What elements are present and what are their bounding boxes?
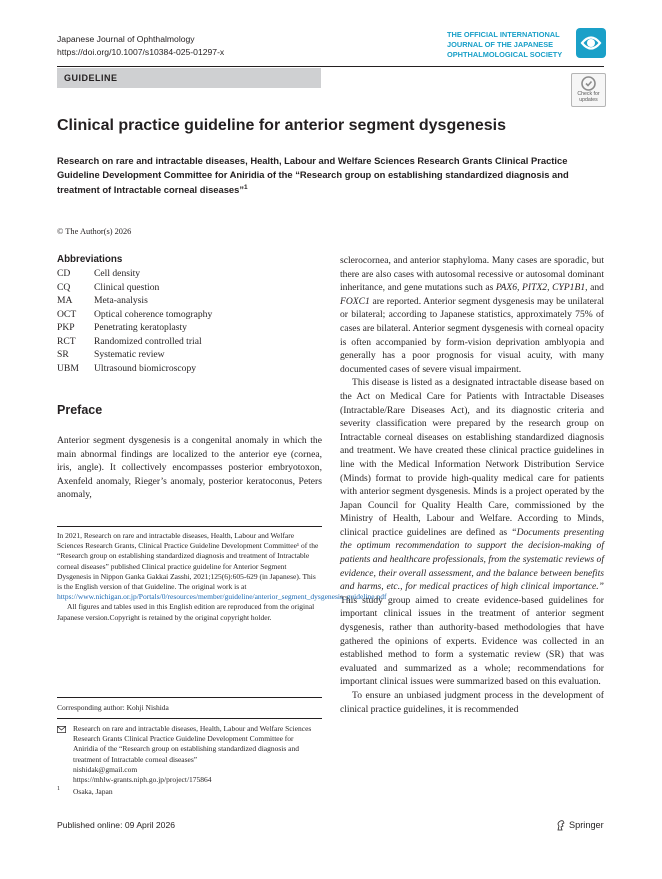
abbreviation-code: UBM xyxy=(57,362,79,374)
original-work-link[interactable]: https://www.nichigan.or.jp/Portals/0/resources/member/guideline/anterior_segment_dysgenesis_guideline.pdf xyxy=(57,592,387,602)
body-paragraph xyxy=(340,376,604,689)
affiliation-place: Osaka, Japan xyxy=(73,787,113,796)
envelope-icon xyxy=(57,726,66,733)
abbreviation-row xyxy=(57,267,327,281)
abbreviation-text: Systematic review xyxy=(94,349,165,360)
society-logo-icon xyxy=(576,28,606,58)
society-line: OPHTHALMOLOGICAL SOCIETY xyxy=(447,50,563,59)
paper-title: Clinical practice guideline for anterior segment dysgenesis xyxy=(57,117,507,134)
author-superscript: 1 xyxy=(244,184,248,192)
footnote-text: In 2021, Research on rare and intractable diseases, Health, Labour and Welfare Sciences Research Grants, Clinical Practice Guideline Development Committee¹ of the “Research group on establishing standardized diagnosis and treatment of Intractable corneal diseases” published Clinical practice guideline for Anterior Segment Dysgenesis in Nippon Ganka Gakkai Zasshi, 2021;125(6):605-629 (in Japanese). This is the English version of that Guideline. The original work is at xyxy=(57,531,319,592)
body-text: This disease is listed as a designated intractable disease based on the Act on Medical Care for Patients with Intractable Diseases (Intractable/Rare Diseases Act), and its diagnostic criteria and severity classification were prepared by the research group on Intractable corneal diseases on establishing standardized diagnosis and treatment. We have created these clinical practice guidelines in line with the Medical Information Network Distribution Service (Minds) format to provide high-quality medical care for patients with anterior segment dysgenesis. Minds is a project operated by the Japan Council for Quality Health Care, commissioned by the Ministry of Health, Labour and Welfare. According to Minds, clinical practice guidelines are defined as xyxy=(340,377,604,538)
abbreviation-row xyxy=(57,294,327,308)
abbreviation-code: PKP xyxy=(57,322,75,333)
preface-paragraph: Anterior segment dysgenesis is a congenital anomaly in which the main abnormal findings are localized to the anterior eye (cornea, iris, angle). It collectively encompasses posterior embryotoxon, Axenfeld anomaly, Rieger’s anomaly, posterior keratoconus, Peters anomaly, xyxy=(57,435,322,501)
society-line: THE OFFICIAL INTERNATIONAL xyxy=(447,30,560,39)
copyright: © The Author(s) 2026 xyxy=(57,227,132,236)
author-block xyxy=(57,154,607,197)
abbreviation-text: Clinical question xyxy=(94,281,160,293)
abbreviation-code: RCT xyxy=(57,335,76,347)
check-updates-label xyxy=(572,91,605,103)
footnote-rule xyxy=(57,697,322,698)
gene-names: PAX6, PITX2, CYP1B1 xyxy=(495,282,586,294)
abbreviation-row xyxy=(57,348,327,362)
footnote-note: All figures and tables used in this English edition are reproduced from the original Japanese version.Copyright is retained by the original copyright holder. xyxy=(57,602,315,622)
abbreviation-code: OCT xyxy=(57,308,77,320)
springer-horse-icon xyxy=(556,820,566,831)
minds-definition-quote: “Documents presenting the optimum recommendation to support the decision-making of patients and healthcare professionals, from the systematic reviews of evidence, their overall assessment, and the balance between benefits and harms, etc., for medical practices of high clinical importance.” xyxy=(340,526,604,593)
abbreviation-text: Randomized controlled trial xyxy=(94,335,202,347)
corresponding-author: Corresponding author: Kohji Nishida xyxy=(57,703,169,712)
check-for-updates-button[interactable] xyxy=(571,73,606,107)
abbreviation-text: Meta-analysis xyxy=(94,295,148,306)
published-date: Published online: 09 April 2026 xyxy=(57,820,176,830)
abbreviation-row xyxy=(57,308,327,322)
abbreviation-code: CD xyxy=(57,268,71,279)
journal-name: Japanese Journal of Ophthalmology xyxy=(57,34,195,44)
body-text: are reported. Anterior segment dysgenesis may be unilateral or bilateral; according to Japanese statistics, approximately 75% of cases are bilateral. Anterior segment dysgenesis with corneal opacity is often accompanied by form-vision deprivation amblyopia and generally has a poor prognosis for visual acuity, with many documented cases of severe visual impairment. xyxy=(340,295,605,375)
abbreviation-row xyxy=(57,362,327,376)
footnote-rule xyxy=(57,526,322,527)
abbreviation-code: MA xyxy=(57,295,73,306)
footnote-block xyxy=(57,531,387,623)
check-updates-line: updates xyxy=(579,97,598,103)
abbreviation-text: Optical coherence tomography xyxy=(94,308,213,320)
body-text: , and xyxy=(585,282,604,294)
abbreviation-row xyxy=(57,321,327,335)
abbreviation-row xyxy=(57,281,327,295)
society-logo-text xyxy=(447,30,572,60)
section-label: GUIDELINE xyxy=(64,73,118,83)
abbreviation-code: SR xyxy=(57,349,69,360)
project-url[interactable]: https://mhlw-grants.niph.go.jp/project/175864 xyxy=(73,775,212,785)
abbreviation-row xyxy=(57,335,327,349)
society-line: JOURNAL OF THE JAPANESE xyxy=(447,40,554,49)
doi-link[interactable]: https://doi.org/10.1007/s10384-025-01297-x xyxy=(57,47,225,57)
body-text: sclerocornea, and anterior staphyloma. Many cases are sporadic, but there are also cases with autosomal recessive or autosomal dominant inheritance, and gene mutations such as xyxy=(340,255,604,294)
gene-name: FOXC1 xyxy=(340,295,370,307)
abbreviation-text: Penetrating keratoplasty xyxy=(94,322,187,333)
abbreviations-list xyxy=(57,267,327,375)
affiliation-text: Research on rare and intractable diseases, Health, Labour and Welfare Sciences Research Grants Clinical Practice Guideline Development Committee for Aniridia of the “Research group on establishing standardized diagnosis and treatment of Intractable corneal diseases” xyxy=(73,724,312,764)
abbreviations-heading: Abbreviations xyxy=(57,254,123,265)
abbreviation-text: Cell density xyxy=(94,268,141,279)
preface-heading: Preface xyxy=(57,403,103,417)
body-paragraph: To ensure an unbiased judgment process in the development of clinical practice guidelines, it is recommended xyxy=(340,690,604,715)
right-column xyxy=(340,254,604,716)
body-paragraph xyxy=(340,254,604,376)
body-text: This study group aimed to create evidence-based guidelines for important clinical issues in the treatment of anterior segment dysgenesis, rather than authority-based methodologies that have gathered the opinions of experts. Evidence was collected in an established method to form a systematic review (SR) that was evaluated and summarized as a whole; recommendations for important clinical issues were summarized based on this evaluation. xyxy=(340,594,604,688)
email-link[interactable]: nishidak@gmail.com xyxy=(73,764,138,774)
author-text: Research on rare and intractable diseases, Health, Labour and Welfare Sciences Research Grants Clinical Practice Guideline Development Committee for Aniridia of the “Research group on establishing standardized diagnosis and treatment of Intractable corneal diseases” xyxy=(57,155,569,196)
check-updates-icon xyxy=(581,76,596,91)
affiliation-block xyxy=(73,724,318,785)
check-updates-line: Check for xyxy=(577,91,600,97)
header-rule xyxy=(57,66,604,67)
affiliation-number: 1 xyxy=(57,786,60,792)
abbreviation-text: Ultrasound biomicroscopy xyxy=(94,362,197,374)
abbreviation-code: CQ xyxy=(57,281,71,293)
publisher-name: Springer xyxy=(569,820,604,830)
footnote-rule xyxy=(57,718,322,719)
